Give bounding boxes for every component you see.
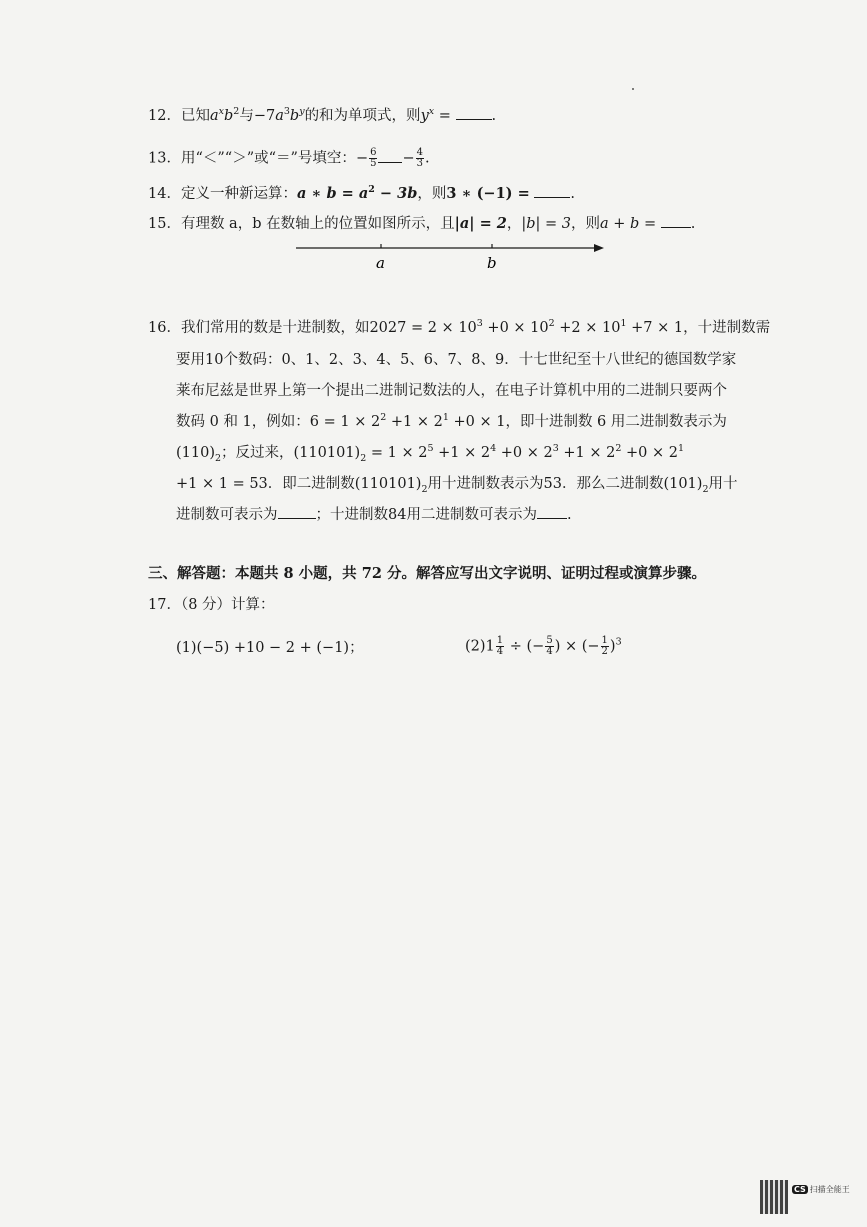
fraction-6-5: $\frac{6}{5}$ xyxy=(370,147,377,169)
answer-blank[interactable] xyxy=(456,107,492,120)
question-12: 12．已知$a^xb^2$与$-7a^3b^y$的和为单项式，则$y^x$ = . xyxy=(148,106,497,124)
question-number: 17． xyxy=(148,597,181,613)
fraction-1-4: $\frac{1}{4}$ xyxy=(496,635,504,657)
question-16-line-5: $(110)_2$；反过来，$(110101)_2 = 1 \times 2^5 +1 \times 2^4 +0 \times 2^3 +1 \times 2^2 +0 \times 2^1$ xyxy=(176,443,684,464)
answer-blank[interactable] xyxy=(534,185,570,198)
question-15: 15．有理数 a，b 在数轴上的位置如图所示，且|a| = 2，|b| = 3，则a + b = . xyxy=(148,215,696,232)
question-16-line-3: 莱布尼兹是世界上第一个提出二进制记数法的人，在电子计算机中用的二进制只要两个 xyxy=(176,383,727,399)
scan-speck xyxy=(632,88,634,90)
answer-blank[interactable] xyxy=(378,150,402,163)
qr-code-icon xyxy=(760,1180,788,1214)
answer-blank[interactable] xyxy=(661,215,691,228)
number-line-figure xyxy=(296,238,606,278)
fraction-1-2: $\frac{1}{2}$ xyxy=(601,635,608,657)
question-number: 12． xyxy=(148,108,181,124)
fraction-4-3: $\frac{4}{3}$ xyxy=(416,147,423,169)
question-14: 14．定义一种新运算：a ∗ $b = a^2 - 3b$，则3 ∗ (−1) = . xyxy=(148,184,575,202)
section-3-heading: 三、解答题：本题共 8 小题，共 72 分。解答应写出文字说明、证明过程或演算步骤。 xyxy=(148,565,706,582)
cs-logo-icon: CS xyxy=(794,1185,806,1194)
label-a: a xyxy=(376,254,385,272)
answer-blank-decimal[interactable] xyxy=(278,506,316,519)
arrow-head-icon xyxy=(594,244,604,252)
question-17-part-1: (1)(−5) +10 − 2 + (−1)； xyxy=(176,640,364,656)
question-number: 14． xyxy=(148,186,181,202)
scanner-watermark: CS 扫描全能王 xyxy=(760,1180,855,1220)
question-16-line-1: 16．我们常用的数是十进制数，如$2027 = 2 \times 10^3 +0 \times 10^2 +2 \times 10^1 +7 \times 1$，十进制数需 xyxy=(148,318,771,336)
question-17: 17．（8 分）计算： xyxy=(148,597,275,613)
question-16-line-6: +1 × 1 = 53．即二进制数$(110101)_2$用十进制数表示为53．那么二进制数$(101)_2$用十 xyxy=(176,476,738,495)
question-16-line-2: 要用10个数码：0、1、2、3、4、5、6、7、8、9．十七世纪至十八世纪的德国数学家 xyxy=(176,352,737,368)
question-13: 13．用“＜”“＞”或“＝”号填空：− $\frac{6}{5}$ − $\frac{4}{3}$ . xyxy=(148,147,430,169)
question-16-line-4: 数码 0 和 1，例如：$6 = 1 \times 2^2 +1 \times 2^1 +0 \times 1$，即十进制数 6 用二进制数表示为 xyxy=(176,412,727,430)
fraction-5-4: $\frac{5}{4}$ xyxy=(546,635,553,657)
question-number: 16． xyxy=(148,320,181,336)
answer-blank-binary[interactable] xyxy=(537,506,567,519)
question-17-part-2: (2)1 $\frac{1}{4}$ ÷ (− $\frac{5}{4}$ ) × (− $\frac{1}{2}$ )$^3$ xyxy=(465,635,622,657)
question-number: 15． xyxy=(148,216,181,232)
question-16-line-7: 进制数可表示为 ；十进制数84用二进制数可表示为 . xyxy=(176,507,572,523)
label-b: b xyxy=(487,254,497,272)
question-number: 13． xyxy=(148,150,181,167)
